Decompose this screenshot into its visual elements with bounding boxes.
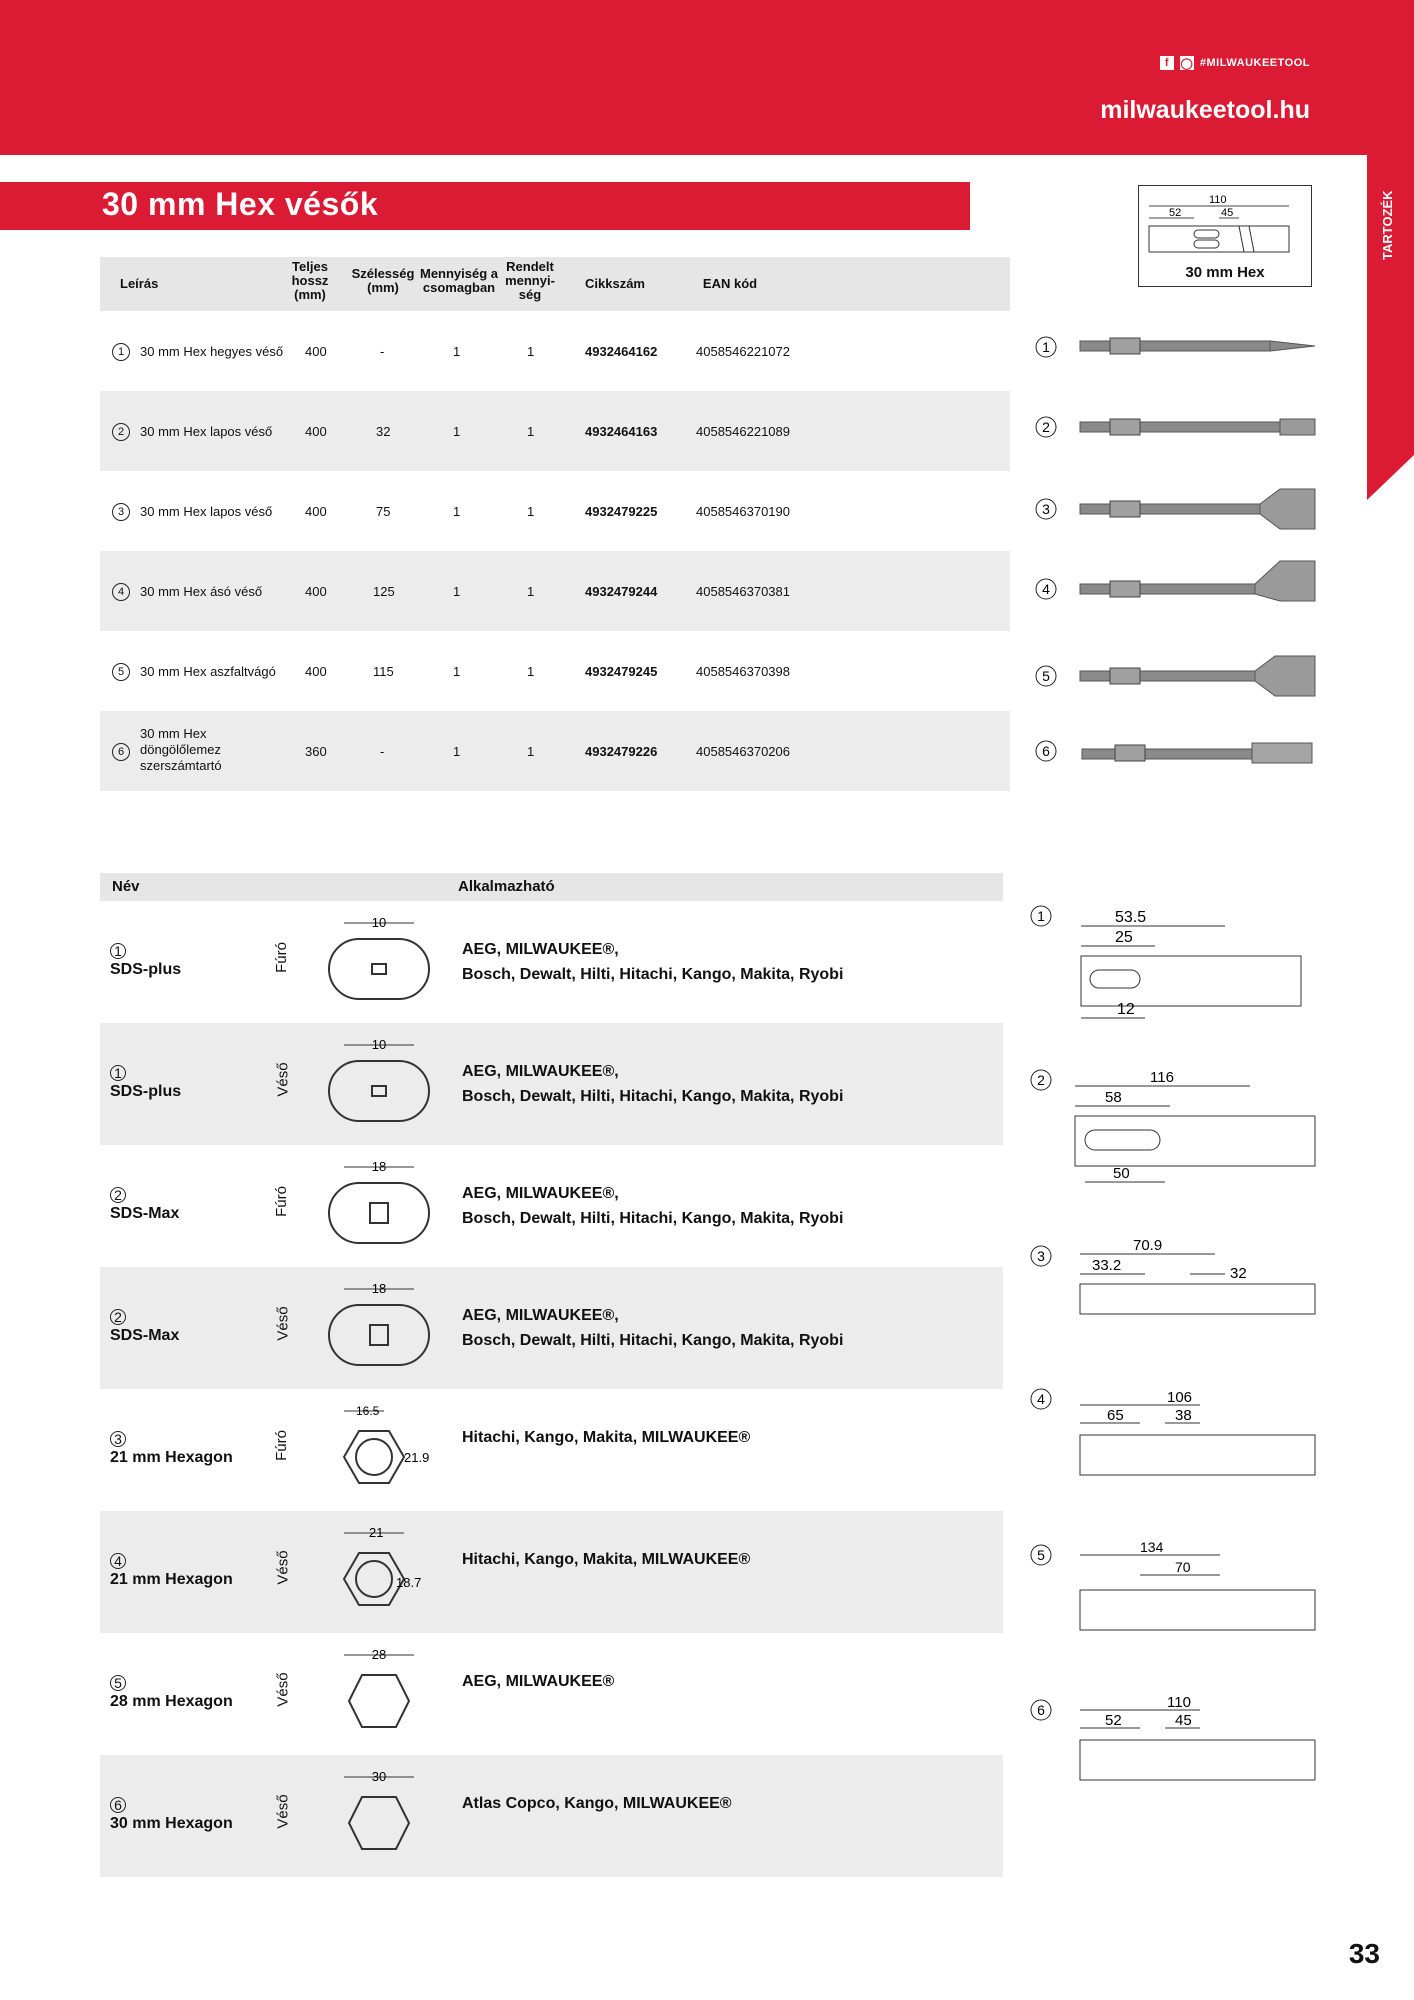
svg-text:70: 70 <box>1175 1559 1191 1575</box>
shank-name <box>110 1065 181 1103</box>
shank-number: 6 <box>110 1797 126 1813</box>
brands-line-2: Bosch, Dewalt, Hilti, Hitachi, Kango, Makita, Ryobi <box>462 1332 844 1349</box>
row-width: - <box>380 744 385 759</box>
svg-text:1: 1 <box>1037 908 1045 924</box>
shank-table-header <box>100 873 1003 901</box>
svg-text:3: 3 <box>1037 1248 1045 1264</box>
applicable-brands <box>462 1059 843 1109</box>
row-ean: 4058546221089 <box>696 424 790 439</box>
header-bar <box>0 0 1414 155</box>
applicable-brands <box>462 1669 614 1694</box>
header-sku: Cikkszám <box>585 276 645 291</box>
row-ean: 4058546370381 <box>696 584 790 599</box>
shank-name <box>110 1431 233 1469</box>
hexagon-profile-icon <box>334 1519 424 1627</box>
applicable-brands <box>462 937 843 987</box>
row-length: 400 <box>305 504 327 519</box>
shank-number: 2 <box>110 1187 126 1203</box>
page-title: 30 mm Hex vésők <box>102 186 379 222</box>
sds-max-profile-icon <box>334 1153 424 1261</box>
svg-text:2: 2 <box>1042 419 1050 435</box>
shank-name <box>110 1675 233 1713</box>
shank-number: 1 <box>110 1065 126 1081</box>
svg-text:12: 12 <box>1117 1001 1135 1018</box>
shank-table <box>100 873 1003 1877</box>
table-row <box>100 1755 1003 1877</box>
sds-max-profile-icon <box>334 1275 424 1383</box>
svg-text:116: 116 <box>1150 1069 1174 1086</box>
shank-number: 4 <box>110 1553 126 1569</box>
table-row <box>100 1267 1003 1389</box>
svg-text:5: 5 <box>1037 1547 1045 1563</box>
svg-text:21.9: 21.9 <box>404 1450 430 1465</box>
chisel-table-header <box>100 257 1010 311</box>
row-order: 1 <box>527 344 535 359</box>
row-pack: 1 <box>453 504 461 519</box>
shank-type: Fúró <box>272 1186 290 1217</box>
row-number: 1 <box>112 343 130 361</box>
row-pack: 1 <box>453 424 461 439</box>
brands-line-1: Hitachi, Kango, Makita, MILWAUKEE® <box>462 1429 751 1446</box>
svg-text:53.5: 53.5 <box>1115 909 1147 926</box>
row-length: 400 <box>305 424 327 439</box>
shank-type: Véső <box>274 1550 292 1585</box>
social-links <box>1160 56 1310 70</box>
dimension-drawing-3 <box>1025 1230 1320 1330</box>
row-length: 400 <box>305 584 327 599</box>
dimension-drawing-1 <box>1025 900 1320 1040</box>
row-order: 1 <box>527 664 535 679</box>
row-sku: 4932479244 <box>585 584 658 599</box>
row-description: 30 mm Hex hegyes véső <box>140 344 284 359</box>
brands-line-2: Bosch, Dewalt, Hilti, Hitachi, Kango, Makita, Ryobi <box>462 1088 844 1105</box>
shank-type: Véső <box>274 1306 292 1341</box>
table-row <box>100 901 1003 1023</box>
row-description: 30 mm Hex lapos véső <box>140 504 273 519</box>
row-pack: 1 <box>453 744 461 759</box>
chisel-table <box>100 257 1010 791</box>
svg-text:28: 28 <box>371 1647 387 1662</box>
svg-text:50: 50 <box>1113 1165 1130 1182</box>
svg-text:3: 3 <box>1042 501 1050 517</box>
svg-text:70.9: 70.9 <box>1133 1237 1163 1254</box>
svg-text:6: 6 <box>1042 743 1050 759</box>
table-row <box>100 1389 1003 1511</box>
row-ean: 4058546370398 <box>696 664 790 679</box>
header-name: Név <box>112 878 140 895</box>
shank-name-text: SDS-plus <box>110 1083 182 1100</box>
shank-number: 1 <box>110 943 126 959</box>
svg-text:16.5: 16.5 <box>356 1404 380 1418</box>
shank-name-text: 30 mm Hexagon <box>110 1815 233 1832</box>
row-width: 125 <box>373 584 395 599</box>
shank-type: Fúró <box>272 1430 290 1461</box>
svg-text:45: 45 <box>1175 1712 1192 1729</box>
dimension-drawing-5 <box>1025 1535 1320 1645</box>
svg-text:52: 52 <box>1105 1712 1122 1729</box>
svg-text:33.2: 33.2 <box>1092 1257 1122 1274</box>
shank-name-text: SDS-plus <box>110 961 182 978</box>
shank-number: 2 <box>110 1309 126 1325</box>
row-pack: 1 <box>453 344 461 359</box>
row-description: 30 mm Hex döngölőlemez szerszámtartó <box>140 726 222 773</box>
chisel-image-flat-32 <box>1030 391 1320 471</box>
row-description: 30 mm Hex aszfaltvágó <box>140 664 276 679</box>
svg-text:1: 1 <box>1042 339 1050 355</box>
svg-text:5: 5 <box>1042 668 1050 684</box>
svg-text:110: 110 <box>1167 1694 1191 1711</box>
chisel-image-flat-75 <box>1030 471 1320 551</box>
header-order: Rendelt mennyi-ség <box>505 259 555 302</box>
shank-name <box>110 943 181 981</box>
row-order: 1 <box>527 744 535 759</box>
svg-text:30: 30 <box>371 1769 387 1784</box>
svg-text:10: 10 <box>371 1037 387 1052</box>
applicable-brands <box>462 1791 732 1816</box>
table-row <box>100 391 1010 471</box>
shank-name-text: 21 mm Hexagon <box>110 1571 233 1588</box>
table-row <box>100 471 1010 551</box>
brands-line-1: Atlas Copco, Kango, MILWAUKEE® <box>462 1795 732 1812</box>
row-order: 1 <box>527 504 535 519</box>
header-ean: EAN kód <box>702 276 758 291</box>
brands-line-1: Hitachi, Kango, Makita, MILWAUKEE® <box>462 1551 751 1568</box>
social-hashtag: #MILWAUKEETOOL <box>1199 57 1310 69</box>
row-width: - <box>380 344 385 359</box>
shank-type: Véső <box>274 1794 292 1829</box>
svg-text:106: 106 <box>1167 1389 1193 1406</box>
row-order: 1 <box>527 584 535 599</box>
dimension-drawing-4 <box>1025 1385 1320 1495</box>
svg-text:4: 4 <box>1042 581 1050 597</box>
side-tab-label: TARTOZÉK <box>1380 190 1395 260</box>
row-description: 30 mm Hex lapos véső <box>140 424 273 439</box>
row-number: 3 <box>112 503 130 521</box>
header-description: Leírás <box>120 276 159 291</box>
row-length: 360 <box>305 744 327 759</box>
shank-name <box>110 1187 179 1225</box>
shank-name-text: 28 mm Hexagon <box>110 1693 233 1710</box>
brands-line-1: AEG, MILWAUKEE®, <box>462 941 619 958</box>
row-length: 400 <box>305 664 327 679</box>
hexagon-profile-icon <box>334 1641 424 1749</box>
brands-line-2: Bosch, Dewalt, Hilti, Hitachi, Kango, Makita, Ryobi <box>462 966 844 983</box>
row-number: 2 <box>112 423 130 441</box>
svg-text:38: 38 <box>1175 1407 1192 1424</box>
row-pack: 1 <box>453 664 461 679</box>
row-sku: 4932464162 <box>585 344 658 359</box>
shank-name-text: SDS-Max <box>110 1327 180 1344</box>
svg-text:2: 2 <box>1037 1072 1045 1088</box>
hexagon-profile-icon <box>334 1763 424 1871</box>
table-row <box>100 1023 1003 1145</box>
facebook-icon[interactable]: f <box>1160 56 1174 70</box>
website-link[interactable]: milwaukeetool.hu <box>1100 96 1310 124</box>
brands-line-2: Bosch, Dewalt, Hilti, Hitachi, Kango, Makita, Ryobi <box>462 1210 844 1227</box>
svg-text:134: 134 <box>1140 1539 1164 1555</box>
hexagon-profile-icon <box>334 1397 430 1505</box>
row-width: 115 <box>373 664 394 679</box>
row-order: 1 <box>527 424 535 439</box>
header-applicable: Alkalmazható <box>458 878 555 895</box>
page-number: 33 <box>1348 1938 1380 1969</box>
row-description: 30 mm Hex ásó véső <box>140 584 263 599</box>
applicable-brands <box>462 1181 843 1231</box>
svg-text:21: 21 <box>369 1525 384 1540</box>
row-number: 5 <box>112 663 130 681</box>
table-row <box>100 631 1010 711</box>
shank-type: Véső <box>274 1062 292 1097</box>
shank-name <box>110 1553 233 1591</box>
svg-text:18.7: 18.7 <box>396 1575 422 1590</box>
chisel-image-pointed <box>1030 311 1320 391</box>
svg-text:18: 18 <box>371 1159 387 1174</box>
row-length: 400 <box>305 344 327 359</box>
chisel-image-spade <box>1030 551 1320 631</box>
sds-plus-profile-icon <box>334 1031 424 1139</box>
chisel-image-tamper-holder <box>1030 711 1320 791</box>
svg-text:10: 10 <box>371 915 387 930</box>
applicable-brands <box>462 1425 750 1450</box>
table-row <box>100 311 1010 391</box>
shank-type: Fúró <box>272 942 290 973</box>
svg-text:32: 32 <box>1230 1265 1247 1282</box>
hex-shank-diagram <box>1139 186 1311 264</box>
shank-name <box>110 1309 179 1347</box>
svg-text:65: 65 <box>1107 1407 1124 1424</box>
hex-dim-total: 110 <box>1209 194 1227 206</box>
row-sku: 4932479245 <box>585 664 658 679</box>
brands-line-1: AEG, MILWAUKEE® <box>462 1673 615 1690</box>
row-number: 4 <box>112 583 130 601</box>
header-pack: Mennyiség a csomagban <box>419 266 499 295</box>
svg-text:18: 18 <box>371 1281 387 1296</box>
instagram-icon[interactable]: ◯ <box>1180 57 1194 70</box>
row-width: 75 <box>376 504 391 519</box>
shank-number: 3 <box>110 1431 126 1447</box>
hex-box-label: 30 mm Hex <box>1185 264 1265 281</box>
table-row <box>100 1511 1003 1633</box>
svg-text:58: 58 <box>1105 1089 1122 1106</box>
row-ean: 4058546221072 <box>696 344 790 359</box>
dimension-drawing-2 <box>1025 1060 1320 1200</box>
applicable-brands <box>462 1303 843 1353</box>
header-width: Szélesség (mm) <box>351 266 415 295</box>
chisel-image-asphalt <box>1030 631 1320 711</box>
applicable-brands <box>462 1547 750 1572</box>
hex-diagram-box <box>1138 185 1312 287</box>
table-row <box>100 551 1010 631</box>
table-row <box>100 711 1010 791</box>
row-ean: 4058546370206 <box>696 744 790 759</box>
row-sku: 4932464163 <box>585 424 658 439</box>
sds-plus-profile-icon <box>334 909 424 1017</box>
table-row <box>100 1633 1003 1755</box>
svg-text:6: 6 <box>1037 1702 1045 1718</box>
shank-number: 5 <box>110 1675 126 1691</box>
shank-name-text: SDS-Max <box>110 1205 180 1222</box>
shank-type: Véső <box>274 1672 292 1707</box>
shank-name <box>110 1797 233 1835</box>
brands-line-1: AEG, MILWAUKEE®, <box>462 1185 619 1202</box>
shank-name-text: 21 mm Hexagon <box>110 1449 233 1466</box>
svg-text:25: 25 <box>1115 929 1133 946</box>
row-ean: 4058546370190 <box>696 504 790 519</box>
dimension-drawing-6 <box>1025 1690 1320 1800</box>
row-width: 32 <box>376 424 391 439</box>
row-number: 6 <box>112 743 130 761</box>
row-sku: 4932479225 <box>585 504 658 519</box>
title-bar <box>0 182 970 230</box>
brands-line-1: AEG, MILWAUKEE®, <box>462 1307 619 1324</box>
brands-line-1: AEG, MILWAUKEE®, <box>462 1063 619 1080</box>
row-sku: 4932479226 <box>585 744 658 759</box>
hex-dim-b: 45 <box>1221 207 1234 219</box>
svg-text:4: 4 <box>1037 1391 1045 1407</box>
row-pack: 1 <box>453 584 461 599</box>
table-row <box>100 1145 1003 1267</box>
header-length: Teljes hossz (mm) <box>291 259 329 302</box>
hex-dim-a: 52 <box>1169 207 1182 219</box>
